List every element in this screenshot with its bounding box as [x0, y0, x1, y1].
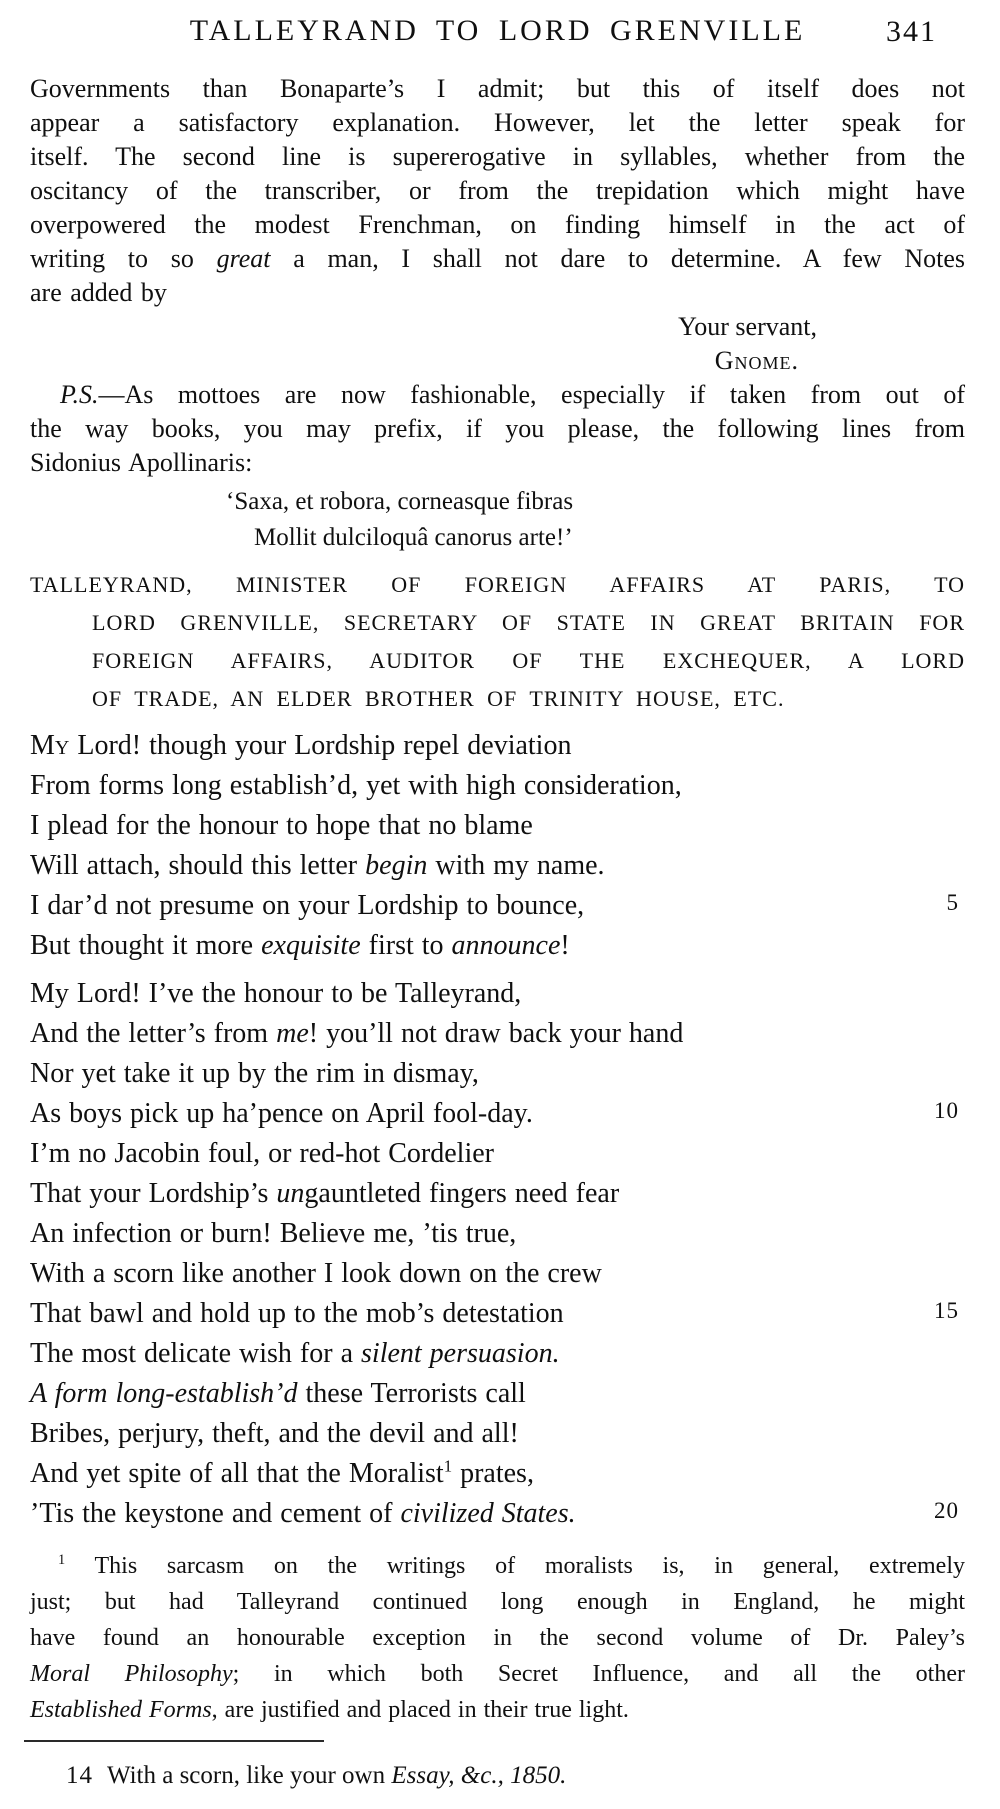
- text-segment: Essay, &c., 1850.: [391, 1762, 567, 1789]
- text-segment: 14: [66, 1762, 93, 1789]
- text-line: itself. The second line is supererogative in syllables, whether from the: [30, 142, 965, 171]
- intro-paragraph: [30, 72, 965, 310]
- text-line: ‘Saxa, et robora, corneasque fibras: [226, 488, 574, 515]
- address-heading: [30, 566, 965, 718]
- signature-name: [30, 344, 965, 378]
- text-segment: P.S.: [60, 380, 99, 409]
- text-segment: me: [276, 1018, 309, 1049]
- text-line: Mollit dulciloquâ canorus arte!’: [254, 524, 573, 551]
- text-line: A form long-establish’d these Terrorists call: [30, 1378, 526, 1409]
- text-line: I’m no Jacobin foul, or red-hot Cordelier: [30, 1138, 494, 1169]
- text-line: An infection or burn! Believe me, ’tis true,: [30, 1218, 517, 1249]
- verse-line-number: 15: [934, 1298, 959, 1323]
- verse-line-number: 20: [934, 1498, 959, 1523]
- footnote-marker: 1: [58, 1552, 66, 1568]
- footnote-block: [30, 1548, 965, 1728]
- text-line: With a scorn like another I look down on the crew: [30, 1258, 602, 1289]
- text-line: have found an honourable exception in the second volume of Dr. Paley’s: [30, 1625, 965, 1651]
- text-line: Nor yet take it up by the rim in dismay,: [30, 1058, 479, 1089]
- text-line: And yet spite of all that the Moralist$^1$ prates,: [30, 1456, 534, 1489]
- text-segment: Established Forms: [30, 1697, 212, 1723]
- text-segment: exquisite: [261, 930, 361, 961]
- text-line: That your Lordship’s ungauntleted fingers need fear: [30, 1178, 620, 1209]
- signature-valediction: Your servant,: [678, 312, 817, 341]
- signature-name-text: Gnome.: [714, 346, 799, 375]
- latin-motto: [30, 484, 965, 556]
- text-segment: great: [216, 244, 271, 273]
- text-line: Bribes, perjury, theft, and the devil and all!: [30, 1418, 519, 1449]
- text-line: But thought it more exquisite first to announce!: [30, 930, 570, 961]
- text-line: LORD GRENVILLE, SECRETARY OF STATE IN GREAT BRITAIN FOR: [92, 610, 965, 635]
- running-header: [30, 14, 965, 60]
- text-line: just; but had Talleyrand continued long enough in England, he might: [30, 1589, 965, 1615]
- text-segment: My: [30, 730, 70, 761]
- text-line: ’Tis the keystone and cement of civilized States. 20: [30, 1494, 965, 1534]
- verse-line-number: 10: [934, 1098, 959, 1123]
- text-line: appear a satisfactory explanation. However, let the letter speak for: [30, 108, 965, 137]
- text-line: That bawl and hold up to the mob’s detestation 15: [30, 1294, 965, 1334]
- text-line: My Lord! though your Lordship repel deviation: [30, 730, 572, 761]
- text-line: And the letter’s from me! you’ll not draw back your hand: [30, 1018, 684, 1049]
- text-line: $^1$ This sarcasm on the writings of moralists is, in general, extremely: [58, 1552, 965, 1579]
- text-segment: begin: [365, 850, 428, 881]
- text-line: TALLEYRAND, MINISTER OF FOREIGN AFFAIRS AT PARIS, TO: [30, 572, 965, 597]
- text-line: oscitancy of the transcriber, or from the trepidation which might have: [30, 176, 965, 205]
- text-segment: A form long-establish’d: [30, 1378, 298, 1409]
- text-segment: un: [276, 1178, 305, 1209]
- text-line: From forms long establish’d, yet with high consideration,: [30, 770, 682, 801]
- text-segment: silent persuasion.: [361, 1338, 560, 1369]
- text-segment: Moral Philosophy: [30, 1661, 233, 1687]
- page-number: 341: [886, 15, 937, 48]
- letter-signature: [30, 310, 965, 378]
- text-line: My Lord! I’ve the honour to be Talleyrand,: [30, 978, 522, 1009]
- text-line: I dar’d not presume on your Lordship to bounce, 5: [30, 886, 965, 926]
- text-line: The most delicate wish for a silent persuasion.: [30, 1338, 560, 1369]
- text-line: FOREIGN AFFAIRS, AUDITOR OF THE EXCHEQUER, A LORD: [92, 648, 965, 673]
- text-line: P.S.—As mottoes are now fashionable, especially if taken from out of: [60, 380, 965, 409]
- text-line: Will attach, should this letter begin with my name.: [30, 850, 605, 881]
- footnote-divider-rule: [24, 1740, 324, 1742]
- running-header-title: TALLEYRAND TO LORD GRENVILLE: [189, 14, 806, 47]
- poem-stanza-1: [30, 726, 965, 966]
- text-line: I plead for the honour to hope that no blame: [30, 810, 533, 841]
- verse-line-number: 5: [946, 890, 959, 915]
- text-line: Sidonius Apollinaris:: [30, 448, 253, 477]
- text-segment: civilized States.: [400, 1498, 576, 1529]
- text-line: 14 With a scorn, like your own Essay, &c., 1850.: [66, 1762, 567, 1789]
- postscript-paragraph: [30, 378, 965, 480]
- footnote-marker: 1: [443, 1456, 453, 1476]
- text-line: are added by: [30, 278, 167, 307]
- text-line: As boys pick up ha’pence on April fool-day. 10: [30, 1094, 965, 1134]
- text-line: writing to so great a man, I shall not dare to determine. A few Notes: [30, 244, 966, 273]
- text-line: overpowered the modest Frenchman, on finding himself in the act of: [30, 210, 965, 239]
- variant-note: [30, 1760, 965, 1792]
- text-line: Governments than Bonaparte’s I admit; but this of itself does not: [30, 74, 965, 103]
- poem-stanza-2: [30, 974, 965, 1534]
- text-line: the way books, you may prefix, if you please, the following lines from: [30, 414, 965, 443]
- text-segment: announce: [451, 930, 561, 961]
- text-line: Moral Philosophy; in which both Secret Influence, and all the other: [30, 1661, 965, 1687]
- text-line: OF TRADE, AN ELDER BROTHER OF TRINITY HOUSE, ETC.: [92, 686, 785, 711]
- text-line: Established Forms, are justified and placed in their true light.: [30, 1697, 629, 1723]
